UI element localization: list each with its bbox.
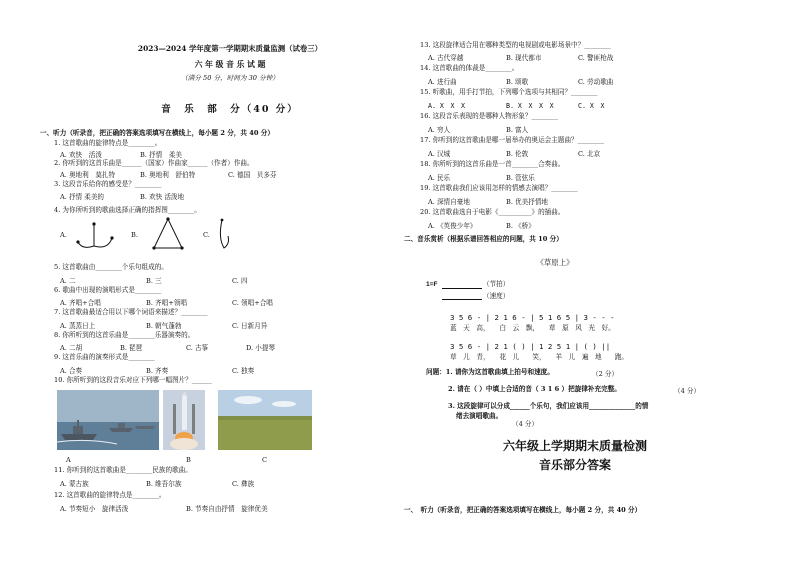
key-signature: 1=F bbox=[426, 281, 438, 288]
q10: 10. 你所听到的这段音乐对应下列哪一幅图片？______ bbox=[54, 376, 212, 384]
q15-option-a: A. X X X bbox=[428, 102, 466, 110]
question-2-score: （4 分） bbox=[674, 387, 701, 395]
question-3-line-2: 绪去演唱歌曲。 bbox=[456, 412, 503, 420]
section2-heading: 二、音乐赏析（根据乐谱回答相应的问题，共 10 分） bbox=[404, 235, 563, 243]
answer-section-heading: 一、 听力（听录音，把正确的答案选项填写在横线上，每小题 2 分，共 40 分） bbox=[404, 506, 642, 514]
speed-blank-line bbox=[442, 299, 482, 300]
q16: 16. 这段音乐表现的是哪种人物形象？________ bbox=[420, 112, 558, 120]
q8: 8. 你所听到的这首乐曲是________乐器演奏的。 bbox=[54, 331, 195, 339]
q16-option-a: A. 穷人 bbox=[428, 126, 451, 134]
question-2: 2. 请在（ ）中填上合适的音（ 3 1 6 ）把旋律补充完整。 bbox=[448, 385, 621, 393]
q5: 5. 这首歌曲由________个乐句组成的。 bbox=[54, 263, 168, 271]
q4-option-a: A. bbox=[60, 231, 67, 239]
conducting-diagram-c-icon bbox=[214, 218, 238, 254]
q15-option-c: C. X X bbox=[578, 102, 605, 110]
q14-option-a: A. 进行曲 bbox=[428, 78, 457, 86]
q18-option-b: B. 管弦乐 bbox=[506, 174, 535, 182]
exam-subtitle: 六 年 级 音 乐 试 题 bbox=[194, 60, 266, 69]
q3-option-a: A. 抒情 柔美的 bbox=[60, 193, 105, 201]
q6-option-b: B. 齐唱+领唱 bbox=[146, 299, 187, 307]
q7: 7. 这首歌曲最适合用以下哪个词语来描述？________ bbox=[54, 308, 208, 316]
q20-option-b: B. 《桥》 bbox=[506, 222, 535, 230]
q19-option-a: A. 深情自豪地 bbox=[428, 198, 470, 206]
q8-option-b: B. 琵琶 bbox=[120, 344, 143, 352]
q15-option-b: B. X X X X bbox=[506, 102, 554, 110]
q1-option-a: A. 欢快 活泼 bbox=[60, 151, 102, 159]
q4-option-c: C. bbox=[203, 231, 210, 239]
q16-option-b: B. 富人 bbox=[506, 126, 529, 134]
q10-option-b: B bbox=[186, 456, 191, 464]
q10-option-a: A bbox=[66, 456, 71, 464]
q11-option-a: A. 蒙古族 bbox=[60, 480, 89, 488]
q2-option-a: A. 奥地利 莫扎特 bbox=[60, 171, 116, 179]
exam-title: 2023—2024 学年度第一学期期末质量监测（试卷三） bbox=[137, 44, 323, 53]
section1-heading: 一、听力（听录音，把正确的答案选项填写在横线上，每小题 2 分，共 40 分） bbox=[40, 129, 274, 137]
q13-option-c: C. 警匪枪战 bbox=[578, 54, 614, 62]
q12-option-a: A. 节奏短小 旋律活泼 bbox=[60, 505, 129, 513]
q13-option-b: B. 现代都市 bbox=[506, 54, 542, 62]
q11-option-b: B. 维吾尔族 bbox=[146, 480, 182, 488]
question-1: 问题：1. 请你为这首歌曲填上拍号和速度。 bbox=[426, 368, 554, 376]
q6: 6. 歌曲中出现的演唱形式是________ bbox=[54, 286, 162, 294]
q18: 18. 你所听到的这首乐曲是一首________合奏曲。 bbox=[420, 160, 565, 168]
tempo-blank-line bbox=[442, 288, 482, 289]
q4: 4. 为你所听到的歌曲选择正确的指挥图________。 bbox=[54, 206, 201, 214]
q2: 2. 你听到的这首乐曲是______（国家）作曲家______（作者）作曲。 bbox=[54, 159, 254, 167]
q10-option-c: C bbox=[262, 456, 268, 464]
question-3-score: （4 分） bbox=[512, 420, 539, 428]
q9-option-b: B. 齐奏 bbox=[146, 367, 169, 375]
q2-option-c: C. 德国 贝多芬 bbox=[228, 171, 277, 179]
answer-title-line-1: 六年级上学期期末质量检测 bbox=[502, 439, 647, 453]
q20-option-a: A. 《英俊少年》 bbox=[428, 222, 477, 230]
q3-option-b: B. 欢快 活泼地 bbox=[140, 193, 185, 201]
q20: 20. 这首歌曲选自于电影《__________》的插曲。 bbox=[420, 208, 565, 216]
rocket-launch-picture bbox=[163, 390, 205, 450]
q7-option-b: B. 朝气蓬勃 bbox=[146, 322, 182, 330]
q6-option-c: C. 领唱+合唱 bbox=[232, 299, 273, 307]
q11-option-c: C. 彝族 bbox=[232, 480, 255, 488]
q17: 17. 你听到的这首歌曲是哪一届举办的奥运会主题曲？________ bbox=[420, 136, 605, 144]
q19-option-b: B. 优美抒情地 bbox=[506, 198, 549, 206]
score-line-2: 3 5 6 - | 2 1 ( ) | 1 2 5 1 | ( ) || bbox=[450, 342, 611, 351]
q14-option-b: B. 颂歌 bbox=[506, 78, 529, 86]
q8-option-c: C. 古筝 bbox=[186, 344, 209, 352]
warships-picture bbox=[57, 390, 159, 450]
q5-option-b: B. 三 bbox=[146, 277, 162, 285]
q1: 1. 这首歌曲的旋律特点是________。 bbox=[54, 139, 162, 147]
q9-option-c: C. 独奏 bbox=[232, 367, 255, 375]
question-3-line-1: 3. 这段旋律可以分成______个乐句，我们应该用______________的情 bbox=[448, 402, 649, 410]
lyric-line-1: 蓝 天 高， 白 云 飘， 草 原 风 光 好。 bbox=[450, 324, 615, 332]
q5-option-c: C. 四 bbox=[232, 277, 248, 285]
q9-option-a: A. 合奏 bbox=[60, 367, 83, 375]
q17-option-b: B. 伦敦 bbox=[506, 150, 529, 158]
q4-option-b: B. bbox=[131, 231, 138, 239]
q14: 14. 这首歌曲的体裁是________。 bbox=[420, 64, 519, 72]
q17-option-a: A. 汉城 bbox=[428, 150, 451, 158]
q7-option-c: C. 日新月异 bbox=[232, 322, 268, 330]
song-title: 《草原上》 bbox=[536, 258, 574, 267]
question-1-score: （2 分） bbox=[592, 370, 619, 378]
q12: 12. 这首歌曲的旋律特点是________。 bbox=[54, 491, 166, 499]
q7-option-a: A. 蒸蒸日上 bbox=[60, 322, 96, 330]
q1-option-b: B. 抒情 柔美 bbox=[140, 151, 183, 159]
exam-note: （满分 50 分，时间为 30 分钟） bbox=[181, 74, 279, 82]
q5-option-a: A. 二 bbox=[60, 277, 76, 285]
q17-option-c: C. 北京 bbox=[578, 150, 601, 158]
q6-option-a: A. 齐唱+合唱 bbox=[60, 299, 101, 307]
q13-option-a: A. 古代穿越 bbox=[428, 54, 464, 62]
grassland-picture bbox=[218, 390, 312, 450]
answer-title-line-2: 音乐部分答案 bbox=[538, 458, 611, 472]
q12-option-b: B. 节奏自由抒情 旋律优美 bbox=[186, 505, 268, 513]
lyric-line-2: 草 儿 青， 花 儿 笑， 羊 儿 遍 地 跑。 bbox=[450, 353, 629, 361]
q3: 3. 这段音乐给你的感受是？________ bbox=[54, 180, 162, 188]
q9: 9. 这首乐曲的演奏形式是________ bbox=[54, 353, 155, 361]
speed-label: （速度） bbox=[483, 292, 510, 300]
q2-option-b: B. 奥地利 舒伯特 bbox=[140, 171, 196, 179]
conducting-diagram-a-icon bbox=[72, 220, 118, 256]
tempo-label: （节拍） bbox=[483, 280, 510, 288]
part-heading: 音 乐 部 分（40 分） bbox=[161, 104, 299, 115]
q14-option-c: C. 劳动歌曲 bbox=[578, 78, 614, 86]
q15: 15. 听歌曲，用手打节拍，下列哪个选项与其相同？________ bbox=[420, 88, 598, 96]
q11: 11. 你听到的这首歌曲是________民族的歌曲。 bbox=[54, 466, 192, 474]
q19: 19. 这首歌曲我们应该用怎样的情感去演唱？________ bbox=[420, 184, 578, 192]
score-line-1: 3 5 6 - | 2 1 6 - | 5 1 6 5 | 3 - - - bbox=[450, 313, 615, 322]
q8-option-d: D. 小提琴 bbox=[246, 344, 276, 352]
q8-option-a: A. 二胡 bbox=[60, 344, 83, 352]
conducting-diagram-b-icon bbox=[148, 216, 188, 254]
q13: 13. 这段旋律适合用在哪种类型的电视剧或电影场景中？________ bbox=[420, 41, 611, 49]
q18-option-a: A. 民乐 bbox=[428, 174, 451, 182]
